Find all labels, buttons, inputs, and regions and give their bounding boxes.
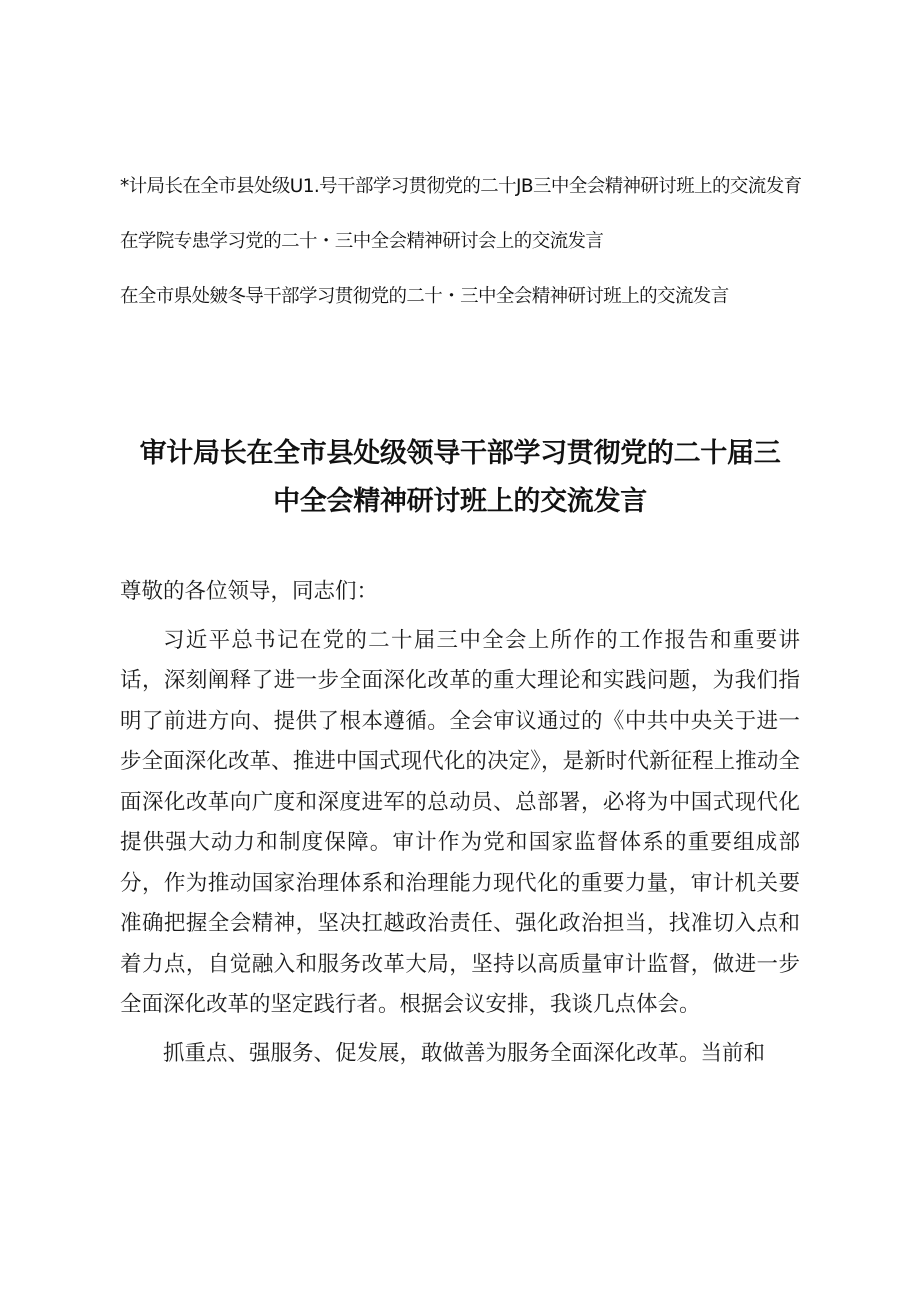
toc-item[interactable]: 在学院专患学习党的二十・三中全会精神研讨会上的交流发言: [120, 231, 604, 252]
document-body: [120, 572, 800, 1074]
title-line-1: 审计局长在全市县处级领导干部学习贯彻党的二十届三: [139, 438, 781, 469]
body-paragraph: 抓重点、强服务、促发展，敢做善为服务全面深化改革。当前和: [163, 1040, 766, 1066]
body-paragraph: 习近平总书记在党的二十届三中全会上所作的工作报告和重要讲话，深刻阐释了进一步全面深化改革的重大理论和实践问题，为我们指明了前进方向、提供了根本遵循。全会审议通过的《中共中央关于进一步全面深化改革、推进中国式现代化的决定》，是新时代新征程上推动全面深化改革向广度和深度进军的总动员、总部署，必将为中国式现代化提供强大动力和制度保障。审计作为党和国家监督体系的重要组成部分，作为推动国家治理体系和治理能力现代化的重要力量，审计机关要准确把握全会精神，坚决扛越政治责任、强化政治担当，找准切入点和着力点，自觉融入和服务改革大局，坚持以高质量审计监督，做进一步全面深化改革的坚定践行者。根据会议安排，我谈几点体会。: [120, 627, 800, 1017]
table-of-contents: [120, 172, 820, 312]
toc-item[interactable]: *计局长在全市县处级U1.号干部学习贯彻党的二十JB三中全会精神研讨班上的交流发育: [120, 176, 802, 197]
title-line-2: 中全会精神研讨班上的交流发言: [273, 486, 647, 517]
document-title: [120, 430, 800, 526]
toc-item[interactable]: 在全市県处皴冬导干部学习贯彻党的二十・三中全会精神研讨班上的交流发言: [120, 286, 729, 307]
salutation: 尊敬的各位领导，同志们：: [120, 579, 379, 604]
